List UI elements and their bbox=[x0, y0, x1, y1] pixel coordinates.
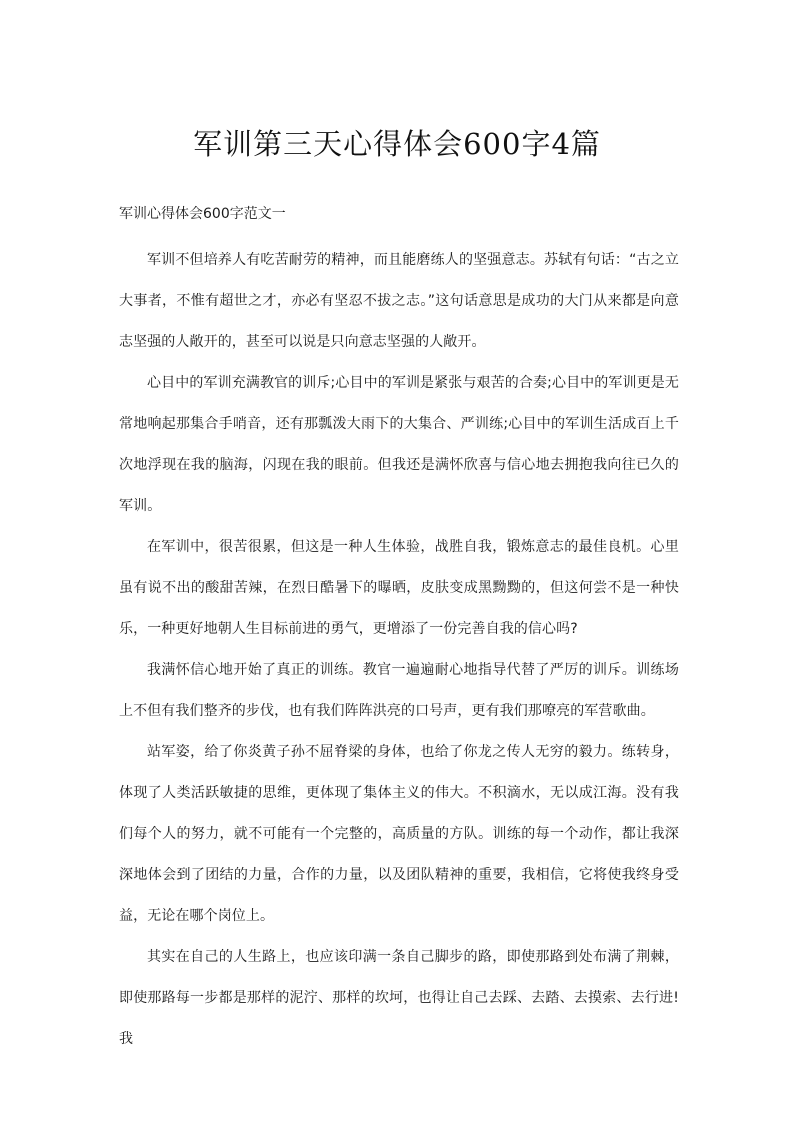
document-title: 军训第三天心得体会600字4篇 bbox=[193, 127, 601, 161]
document-body bbox=[119, 240, 679, 1060]
paragraph-6: 其实在自己的人生路上，也应该印满一条自己脚步的路，即使那路到处布满了荆棘，即使那路每一步都是那样的泥泞、那样的坎坷，也得让自己去踩、去踏、去摸索、去行进!我 bbox=[119, 949, 679, 1047]
paragraph-1: 军训不但培养人有吃苦耐劳的精神，而且能磨练人的坚强意志。苏轼有句话：“古之立大事者，不惟有超世之才，亦必有坚忍不拔之志。”这句话意思是成功的大门从来都是向意志坚强的人敞开的，甚至可以说是只向意志坚强的人敞开。 bbox=[119, 252, 679, 350]
paragraph-5: 站军姿，给了你炎黄子孙不屈脊梁的身体，也给了你龙之传人无穷的毅力。练转身，体现了人类活跃敏捷的思维，更体现了集体主义的伟大。不积滴水，无以成江海。没有我们每个人的努力，就不可能有一个完整的，高质量的方队。训练的每一个动作，都让我深深地体会到了团结的力量，合作的力量，以及团队精神的重要，我相信，它将使我终身受益，无论在哪个岗位上。 bbox=[119, 744, 679, 924]
paragraph-3: 在军训中，很苦很累，但这是一种人生体验，战胜自我，锻炼意志的最佳良机。心里虽有说不出的酸甜苦辣，在烈日酷暑下的曝晒，皮肤变成黑黝黝的，但这何尝不是一种快乐，一种更好地朝人生目标前进的勇气，更增添了一份完善自我的信心吗? bbox=[119, 539, 679, 637]
section-subtitle: 军训心得体会600字范文一 bbox=[119, 206, 286, 222]
paragraph-2: 心目中的军训充满教官的训斥;心目中的军训是紧张与艰苦的合奏;心目中的军训更是无常地响起那集合手哨音，还有那瓢泼大雨下的大集合、严训练;心目中的军训生活成百上千次地浮现在我的脑海，闪现在我的眼前。但我还是满怀欣喜与信心地去拥抱我向往已久的军训。 bbox=[119, 375, 679, 514]
paragraph-4: 我满怀信心地开始了真正的训练。教官一遍遍耐心地指导代替了严厉的训斥。训练场上不但有我们整齐的步伐，也有我们阵阵洪亮的口号声，更有我们那嘹亮的军营歌曲。 bbox=[119, 662, 679, 719]
